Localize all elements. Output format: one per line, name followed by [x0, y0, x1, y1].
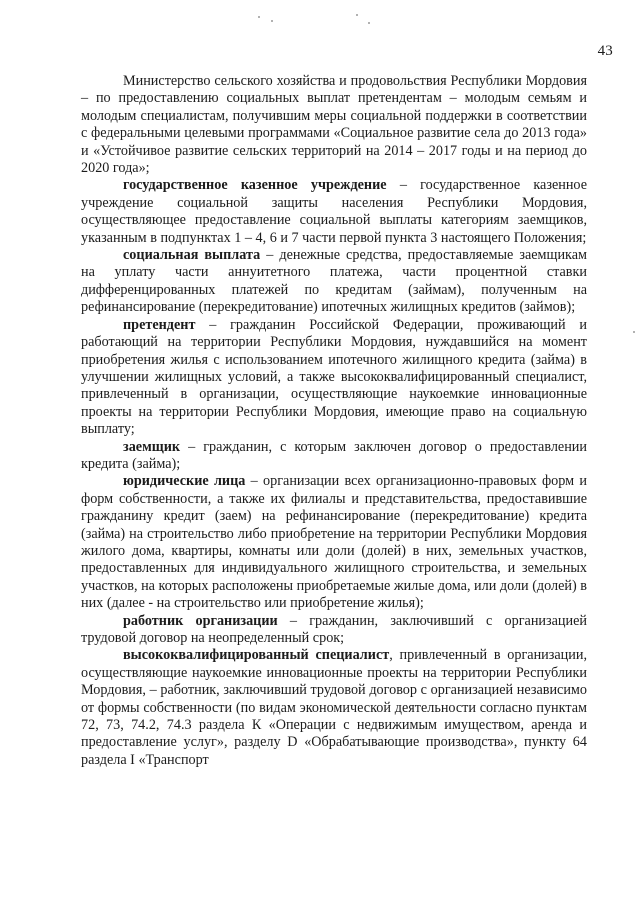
document-body [81, 73, 587, 769]
paragraph-text: Министерство сельского хозяйства и продовольствия Республики Мордовия – по предоставлению социальных выплат претендентам – молодым семьям и молодым специалистам, получившим меры социальной поддержки в соответствии с федеральными целевыми программами «Социальное развитие села до 2013 года» и «Устойчивое развитие сельских территорий на 2014 – 2017 годы и на период до 2020 года»; [81, 73, 587, 177]
term-borrower: заемщик [123, 438, 181, 455]
paragraph-text: – денежные средства, предоставляемые заемщикам на уплату части аннуитетного платежа, части процентной ставки дифференцированных платежей по кредитам (займам), полученным на рефинансирование (перекредитование) ипотечных жилищных кредитов (займов); [81, 247, 587, 316]
term-applicant: претендент [123, 316, 196, 333]
page-number: 43 [597, 43, 613, 59]
paragraph-text: – государственное казенное учреждение социальной защиты населения Республики Мордовия, осуществляющее предоставление социальной выплаты категориям заемщиков, указанным в подпунктах 1 – 4, 6 и 7 части первой пункта 3 настоящего Положения; [81, 177, 587, 246]
scan-artifact [271, 20, 273, 22]
paragraph-text: – гражданин Российской Федерации, проживающий и работающий на территории Республики Мордовия, нуждавшийся на момент приобретения жилья с использованием ипотечного жилищного кредита (займа) в улучшении жилищных условий, а также высококвалифицированный специалист, привлеченный в организации, осуществляющие наукоемкие инновационные проекты на территории Республики Мордовия, имеющие право на социальную выплату; [81, 316, 587, 438]
scan-artifact [258, 16, 260, 18]
scan-artifact [356, 14, 358, 16]
term-social-payment: социальная выплата [123, 247, 261, 264]
scan-artifact [633, 331, 635, 333]
term-employee: работник организации [123, 612, 278, 629]
paragraph-legal-entities [81, 473, 587, 612]
paragraph-specialist [81, 647, 587, 769]
term-legal-entities: юридические лица [123, 473, 246, 490]
paragraph-applicant [81, 317, 587, 439]
paragraph-employee [81, 613, 587, 648]
term-state-institution: государственное казенное учреждение [123, 177, 387, 194]
scan-artifact [368, 22, 370, 24]
paragraph-ministry [81, 73, 587, 177]
paragraph-borrower [81, 439, 587, 474]
paragraph-state-institution [81, 177, 587, 247]
paragraph-social-payment [81, 247, 587, 317]
paragraph-text: – организации всех организационно-правовых форм и форм собственности, а также их филиалы и представительства, предоставившие гражданину кредит (заем) на рефинансирование (перекредитование) кредита (займа) на строительство либо приобретение на территории Республики Мордовия жилого дома, квартиры, комнаты или доли (долей) в них, земельных участков, предоставленных для индивидуального жилищного строительства, и земельных участков, на которых расположены приобретаемые жилые дома, или доли (долей) в них (далее - на строительство или приобретение жилья); [81, 473, 587, 612]
term-specialist: высококвалифицированный специалист [123, 647, 390, 664]
paragraph-text: – гражданин, с которым заключен договор о предоставлении кредита (займа); [81, 438, 587, 472]
paragraph-text: – гражданин, заключивший с организацией трудовой договор на неопределенный срок; [81, 612, 587, 646]
paragraph-text: , привлеченный в организации, осуществляющие наукоемкие инновационные проекты на территории Республики Мордовия, – работник, заключивший трудовой договор с организацией независимо от формы собственности (по видам экономической деятельности согласно пунктам 72, 73, 74.2, 74.3 раздела К «Операции с недвижимым имуществом, аренда и предоставление услуг», разделу D «Обрабатывающие производства», пункту 64 раздела I «Транспорт [81, 647, 587, 768]
